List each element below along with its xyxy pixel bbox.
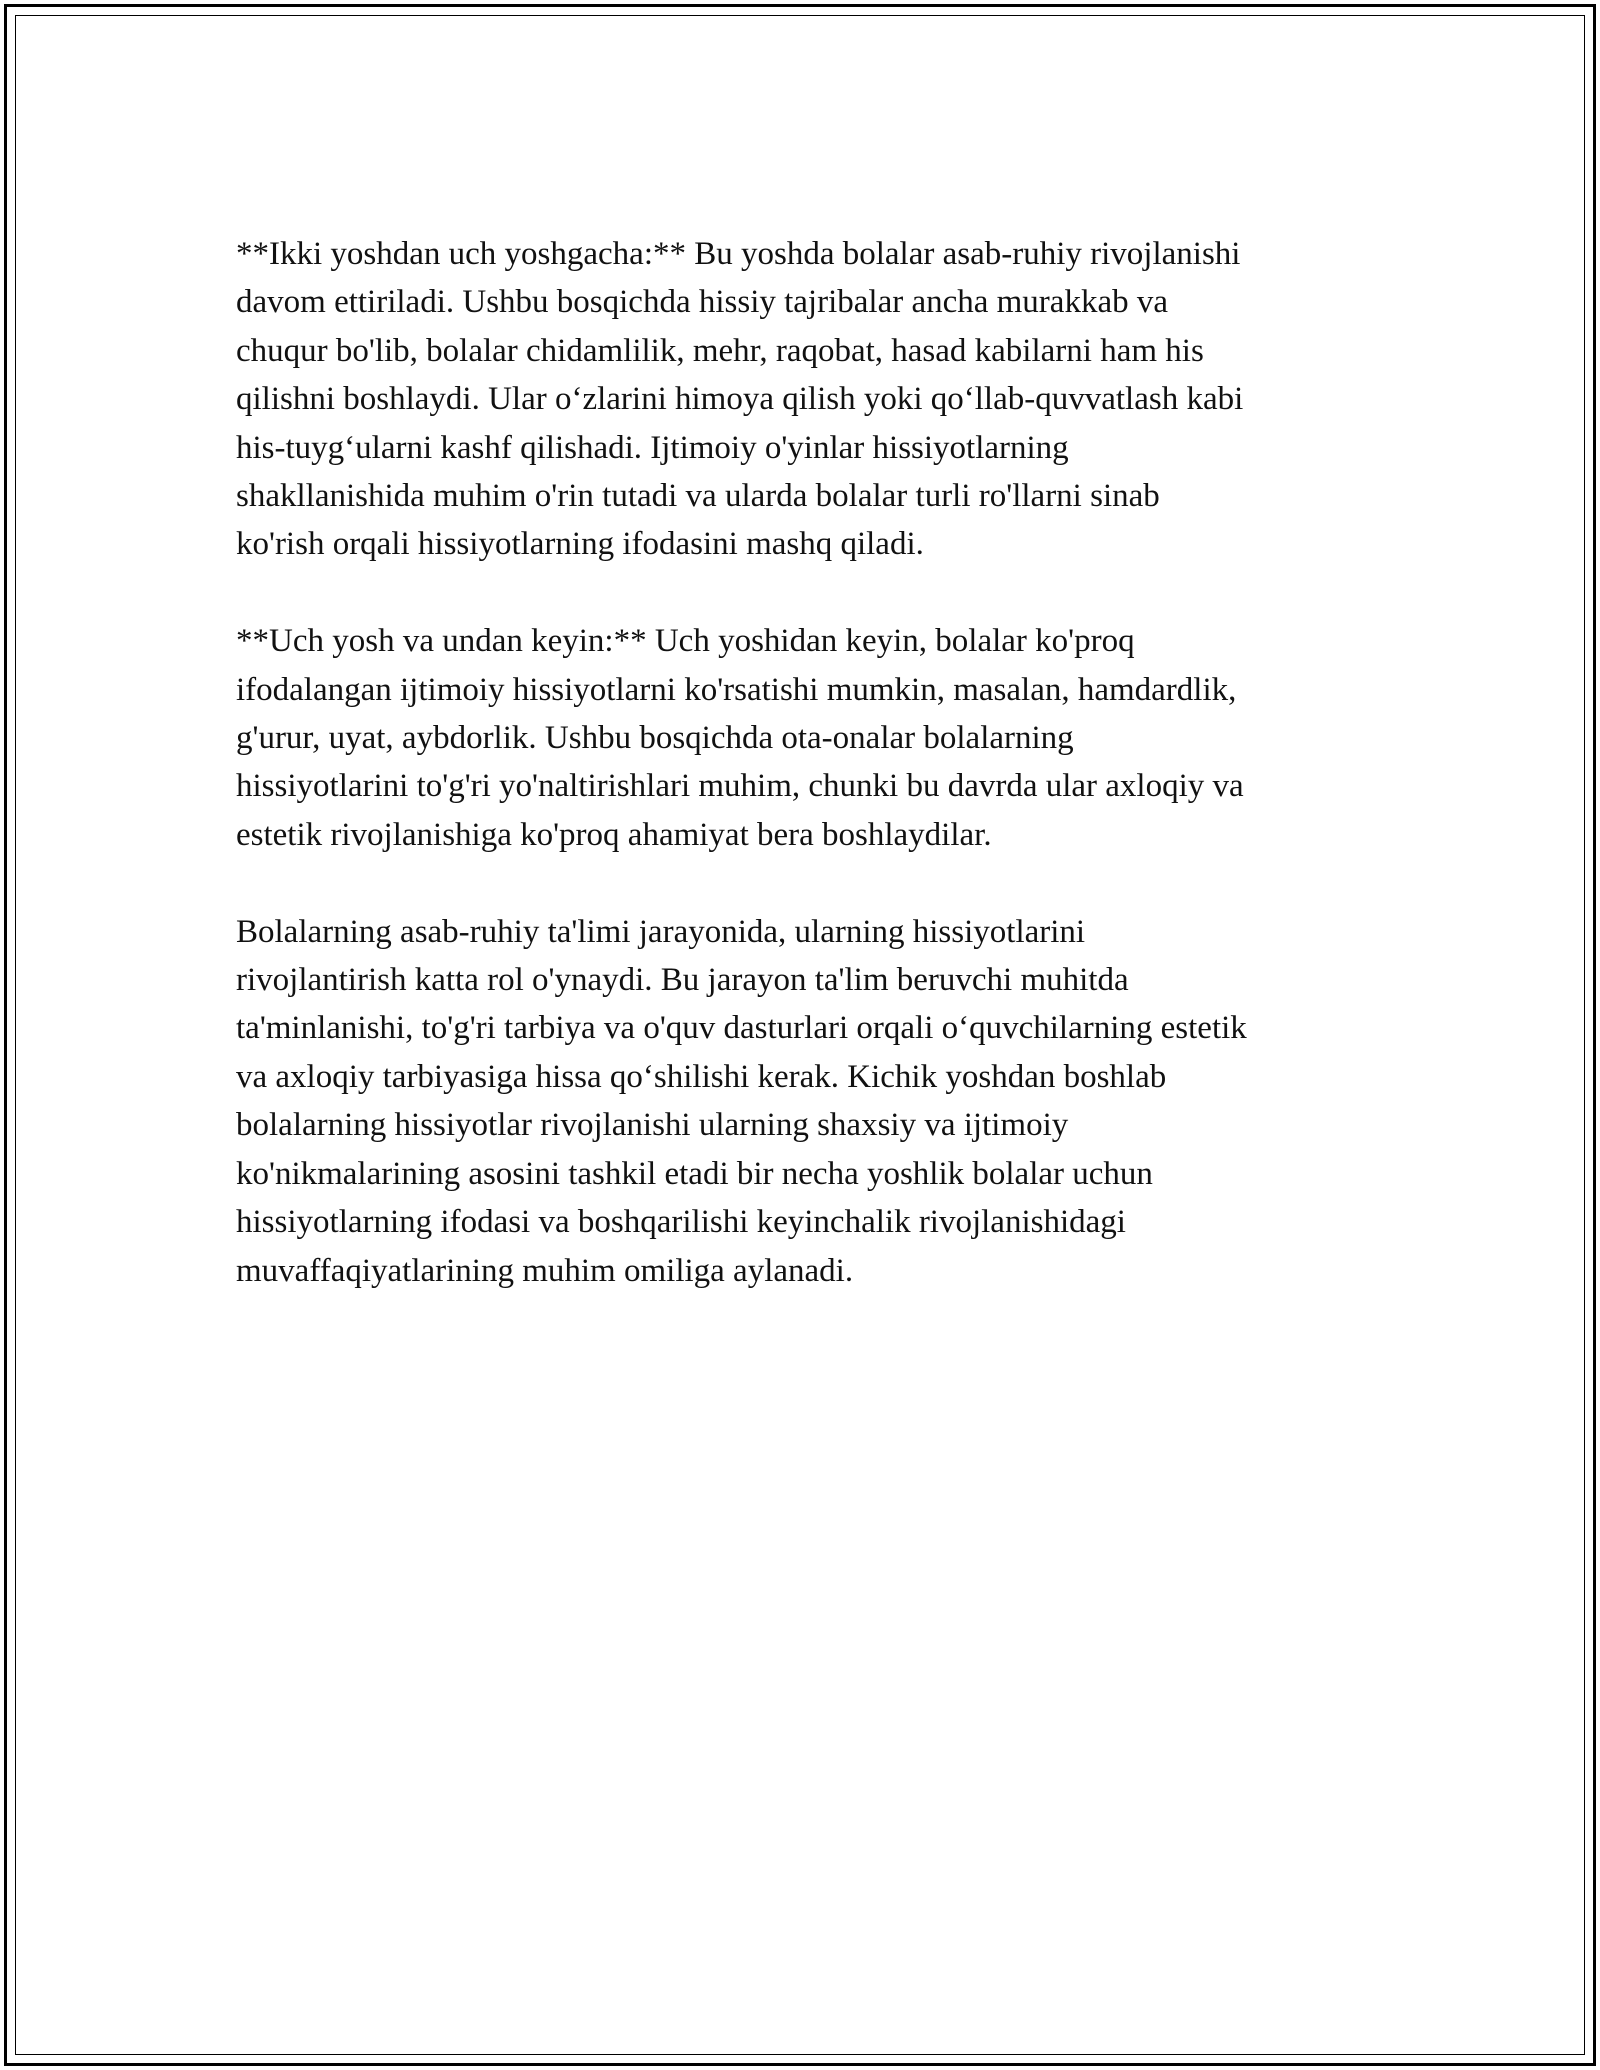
text-line: ta'minlanishi, to'g'ri tarbiya va o'quv dasturlari orqali o‘quvchilarning estetik (236, 1010, 1247, 1047)
text-line: Bolalarning asab-ruhiy ta'limi jarayonida, ularning hissiyotlarini (236, 913, 1086, 950)
text-line: qilishni boshlaydi. Ular o‘zlarini himoya qilish yoki qo‘llab-quvvatlash kabi (236, 381, 1244, 418)
text-line: davom ettiriladi. Ushbu bosqichda hissiy tajribalar ancha murakkab va (236, 284, 1168, 321)
text-line: g'urur, uyat, aybdorlik. Ushbu bosqichda ota-onalar bolalarning (236, 720, 1074, 757)
text-line: bolalarning hissiyotlar rivojlanishi ularning shaxsiy va ijtimoiy (236, 1107, 1069, 1144)
text-line: shakllanishida muhim o'rin tutadi va ularda bolalar turli ro'llarni sinab (236, 478, 1160, 515)
text-line: ko'rish orqali hissiyotlarning ifodasini mashq qiladi. (236, 526, 924, 563)
text-line: chuqur bo'lib, bolalar chidamlilik, mehr, raqobat, hasad kabilarni ham his (236, 332, 1204, 369)
text-line: rivojlantirish katta rol o'ynaydi. Bu jarayon ta'lim beruvchi muhitda (236, 962, 1129, 999)
text-line: va axloqiy tarbiyasiga hissa qo‘shilishi kerak. Kichik yoshdan boshlab (236, 1058, 1167, 1095)
text-line: his-tuyg‘ularni kashf qilishadi. Ijtimoiy o'yinlar hissiyotlarning (236, 429, 1069, 466)
paragraph-conclusion (236, 908, 1376, 1295)
text-line: **Ikki yoshdan uch yoshgacha:** Bu yoshda bolalar asab-ruhiy rivojlanishi (236, 236, 1241, 272)
text-line: **Uch yosh va undan keyin:** Uch yoshidan keyin, bolalar ko'proq (236, 623, 1135, 660)
text-line: estetik rivojlanishiga ko'proq ahamiyat bera boshlaydilar. (236, 816, 992, 853)
paragraph-two-to-three-years (236, 230, 1376, 569)
text-line: ifodalangan ijtimoiy hissiyotlarni ko'rsatishi mumkin, masalan, hamdardlik, (236, 671, 1237, 708)
text-line: hissiyotlarning ifodasi va boshqarilishi keyinchalik rivojlanishidagi (236, 1204, 1126, 1241)
document-body (236, 230, 1376, 1343)
text-line: ko'nikmalarining asosini tashkil etadi bir necha yoshlik bolalar uchun (236, 1155, 1153, 1192)
text-line: muvaffaqiyatlarining muhim omiliga aylanadi. (236, 1252, 854, 1289)
text-line: hissiyotlarini to'g'ri yo'naltirishlari muhim, chunki bu davrda ular axloqiy va (236, 768, 1244, 805)
paragraph-three-years-and-after (236, 617, 1376, 859)
